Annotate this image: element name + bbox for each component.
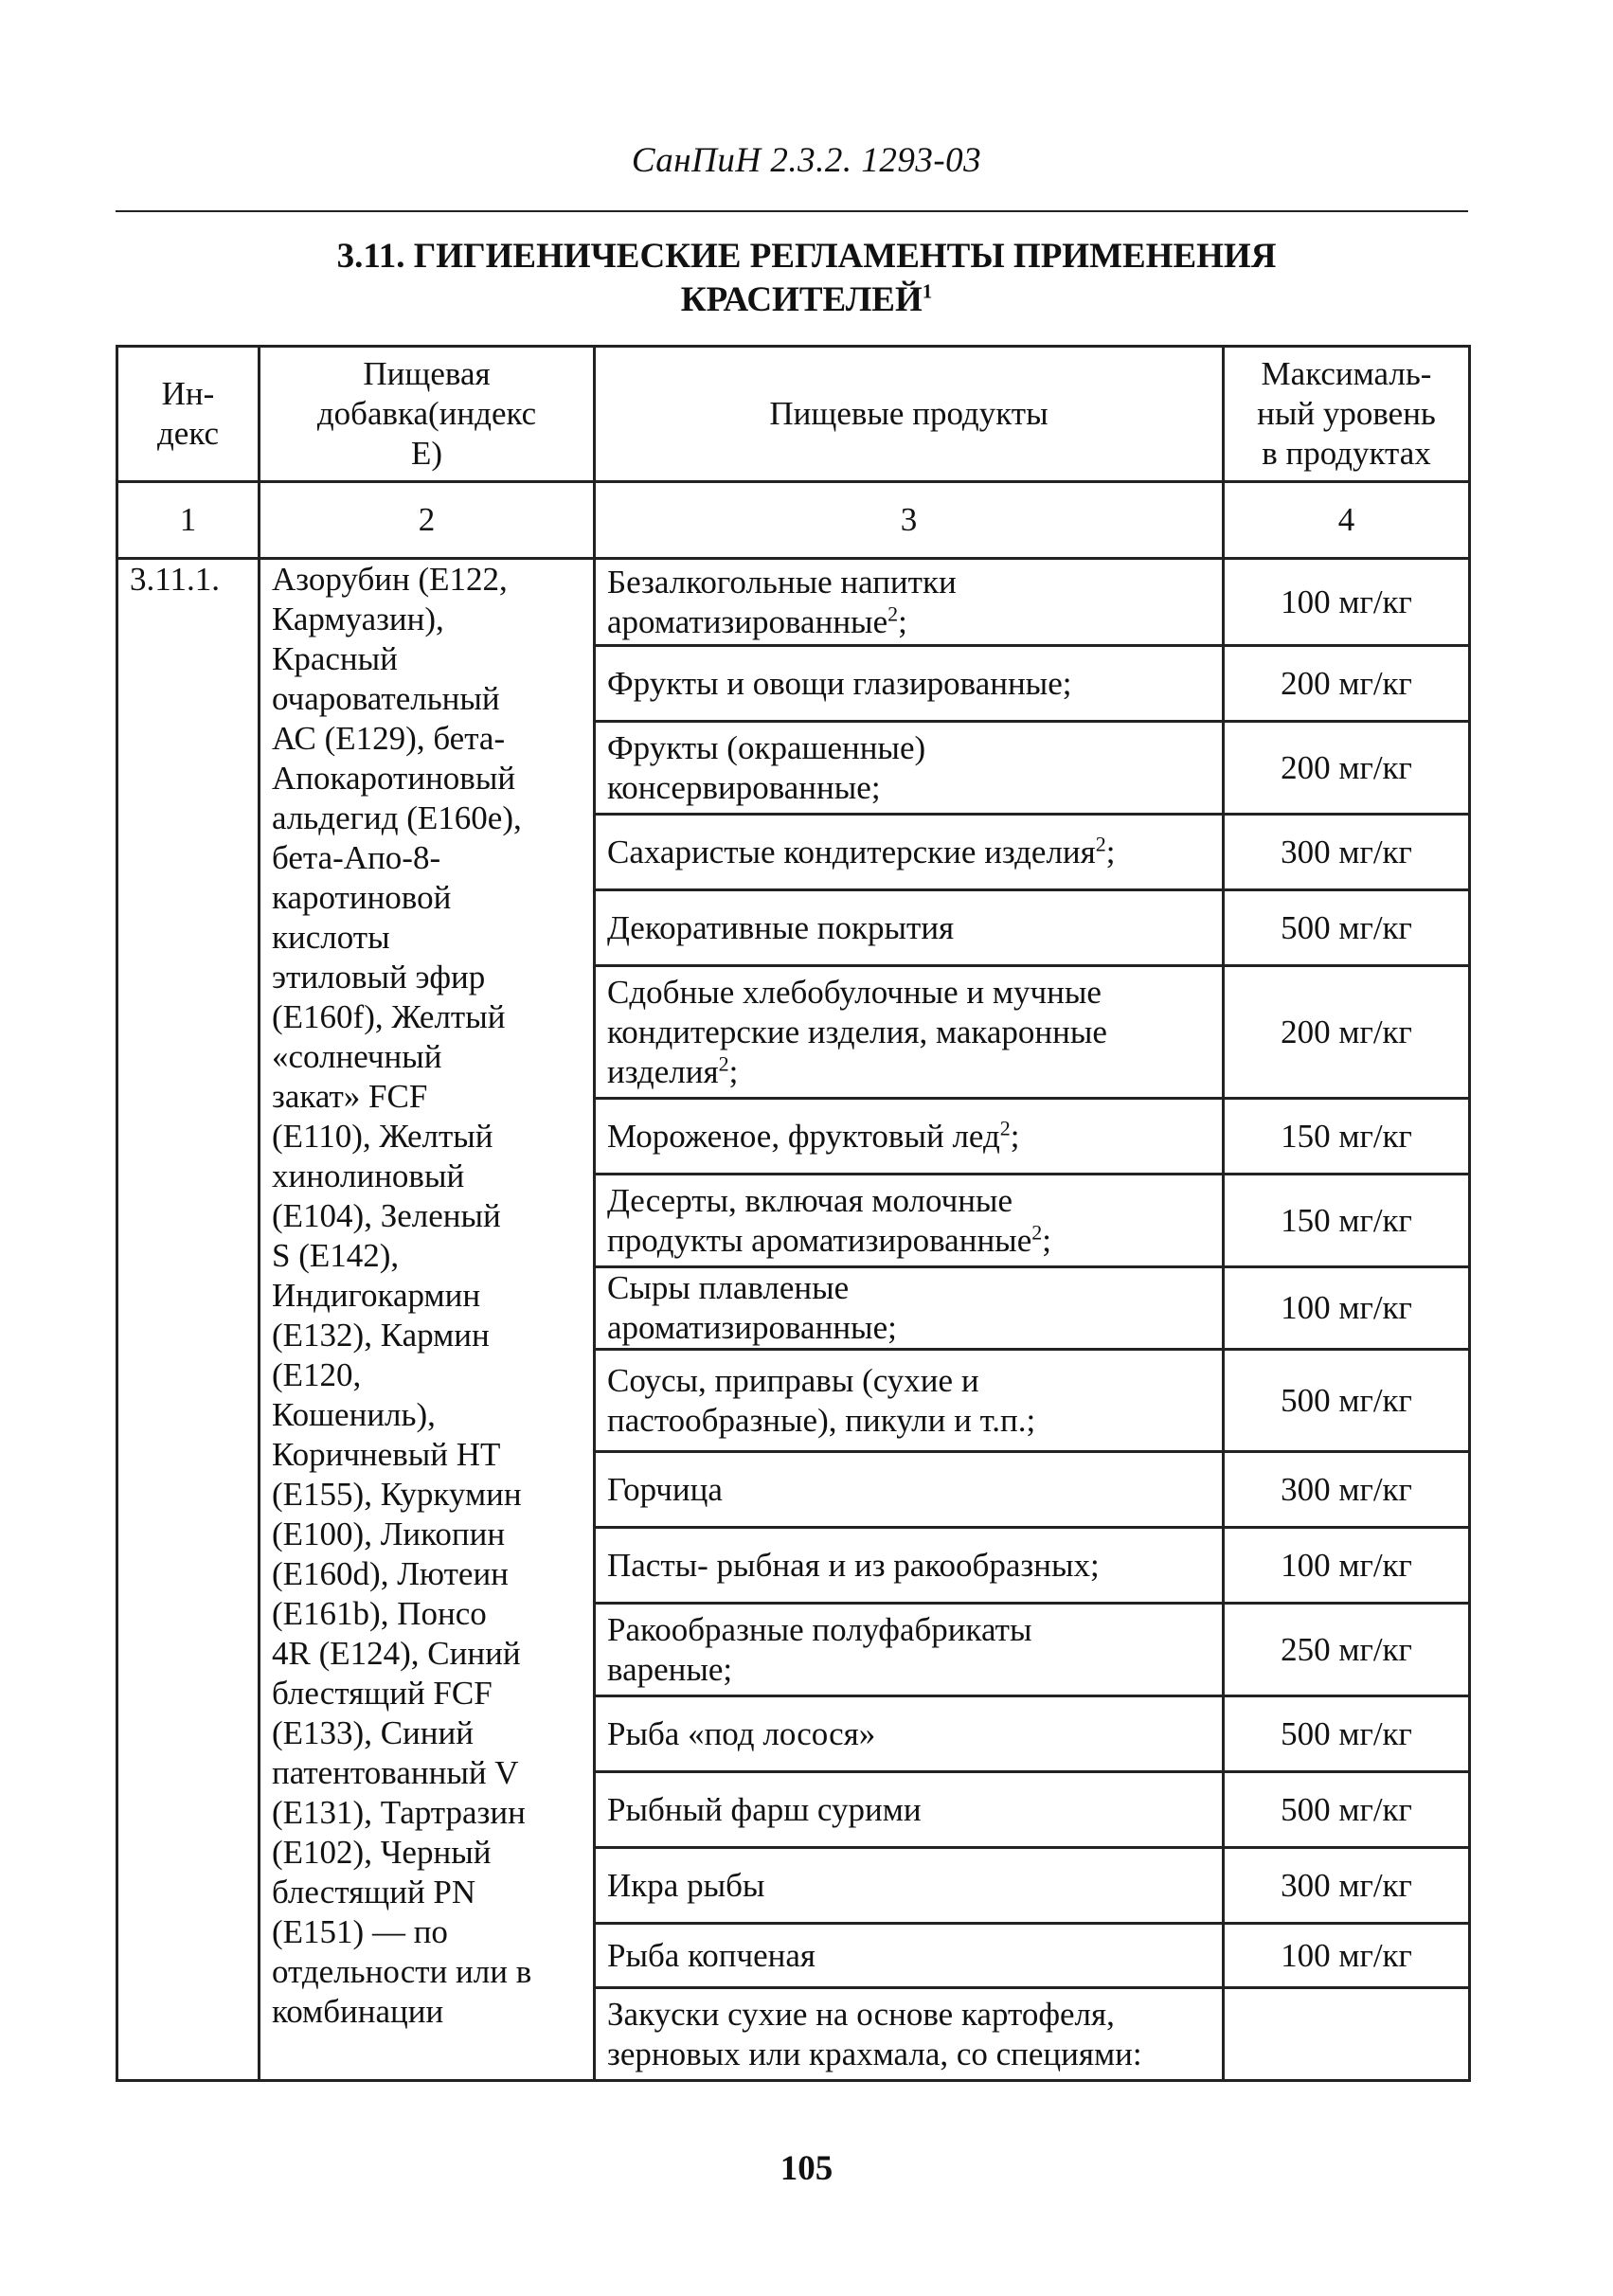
product-cell: Рыба «под лосося» xyxy=(595,1696,1224,1772)
footnote-marker: 2 xyxy=(1031,1219,1043,1244)
header-products xyxy=(595,347,1224,482)
column-number-row xyxy=(117,482,1470,559)
section-title-line1: 3.11. ГИГИЕНИЧЕСКИЕ РЕГЛАМЕНТЫ ПРИМЕНЕНИЯ xyxy=(336,237,1277,276)
product-cell: Горчица xyxy=(595,1452,1224,1528)
additive-cell: Азорубин (Е122, Кармуазин), Красный очаровательный АС (Е129), бета- Апокаротиновый альдегид (Е160е), бета-Апо-8- каротиновой кислоты этиловый эфир (Е160f), Желтый «солнечный закат» FCF (Е110), Желтый хинолиновый (Е104), Зеленый S (Е142), Индигокармин (Е132), Кармин (Е120, Кошениль), Коричневый НТ (Е155), Куркумин (Е100), Ликопин (Е160d), Лютеин (Е161b), Понсо 4R (Е124), Синий блестящий FCF (Е133), Синий патентованный V (Е131), Тартразин (Е102), Черный блестящий PN (Е151) — по отдельности или в комбинации xyxy=(260,559,595,2081)
max-level-cell: 100 мг/кг xyxy=(1224,559,1470,646)
max-level-cell: 200 мг/кг xyxy=(1224,966,1470,1099)
max-level-cell: 300 мг/кг xyxy=(1224,1452,1470,1528)
running-head: СанПиН 2.3.2. 1293-03 xyxy=(631,141,982,180)
product-cell: Рыба копченая xyxy=(595,1924,1224,1988)
header-max-level xyxy=(1224,347,1470,482)
footnote-marker: 2 xyxy=(999,1115,1011,1139)
product-cell: Сдобные хлебобулочные и мучные кондитерские изделия, макаронные изделия$^2$; xyxy=(595,966,1224,1099)
header-max-level-text: Максималь- ный уровень в продуктах xyxy=(1257,355,1436,472)
max-level-cell: 500 мг/кг xyxy=(1224,890,1470,966)
footnote-marker: 2 xyxy=(718,1050,729,1075)
column-number: 4 xyxy=(1224,482,1470,559)
section-title xyxy=(0,235,1613,322)
header-index xyxy=(117,347,260,482)
page-number: 105 xyxy=(780,2149,833,2188)
product-cell: Соусы, приправы (сухие и пастообразные), пикули и т.п.; xyxy=(595,1350,1224,1452)
product-cell: Сыры плавленые ароматизированные; xyxy=(595,1267,1224,1350)
header-rule xyxy=(116,210,1468,212)
header-additive-text: Пищевая добавка(индекс Е) xyxy=(316,355,537,472)
max-level-cell: 200 мг/кг xyxy=(1224,646,1470,722)
table-body xyxy=(117,559,1470,2081)
section-title-line2 xyxy=(0,278,1613,322)
max-level-cell: 100 мг/кг xyxy=(1224,1528,1470,1604)
header-products-text: Пищевые продукты xyxy=(769,395,1048,432)
max-level-cell xyxy=(1224,1988,1470,2081)
section-title-footnote: 1 xyxy=(922,279,933,303)
max-level-cell: 500 мг/кг xyxy=(1224,1350,1470,1452)
product-cell: Фрукты и овощи глазированные; xyxy=(595,646,1224,722)
product-cell: Фрукты (окрашенные) консервированные; xyxy=(595,722,1224,815)
header-additive xyxy=(260,347,595,482)
product-cell: Икра рыбы xyxy=(595,1848,1224,1924)
section-title-text: КРАСИТЕЛЕЙ xyxy=(680,280,923,319)
product-cell: Ракообразные полуфабрикаты вареные; xyxy=(595,1604,1224,1696)
product-cell: Рыбный фарш сурими xyxy=(595,1772,1224,1848)
product-cell: Безалкогольные напитки ароматизированные$^2$; xyxy=(595,559,1224,646)
max-level-cell: 500 мг/кг xyxy=(1224,1696,1470,1772)
product-cell: Декоративные покрытия xyxy=(595,890,1224,966)
product-cell: Мороженое, фруктовый лед$^2$; xyxy=(595,1099,1224,1175)
product-cell: Закуски сухие на основе картофеля, зерновых или крахмала, со специями: xyxy=(595,1988,1224,2081)
max-level-cell: 500 мг/кг xyxy=(1224,1772,1470,1848)
max-level-cell: 150 мг/кг xyxy=(1224,1099,1470,1175)
table-header-row xyxy=(117,347,1470,482)
footnote-marker: 2 xyxy=(887,601,899,625)
column-number: 1 xyxy=(117,482,260,559)
max-level-cell: 250 мг/кг xyxy=(1224,1604,1470,1696)
max-level-cell: 300 мг/кг xyxy=(1224,815,1470,890)
max-level-cell: 100 мг/кг xyxy=(1224,1267,1470,1350)
product-cell: Пасты- рыбная и из ракообразных; xyxy=(595,1528,1224,1604)
product-cell: Десерты, включая молочные продукты ароматизированные$^2$; xyxy=(595,1175,1224,1267)
header-index-text: Ин- декс xyxy=(156,375,219,452)
max-level-cell: 150 мг/кг xyxy=(1224,1175,1470,1267)
product-cell: Сахаристые кондитерские изделия$^2$; xyxy=(595,815,1224,890)
max-level-cell: 200 мг/кг xyxy=(1224,722,1470,815)
index-cell: 3.11.1. xyxy=(117,559,260,2081)
table-row xyxy=(117,559,1470,646)
max-level-cell: 100 мг/кг xyxy=(1224,1924,1470,1988)
footnote-marker: 2 xyxy=(1095,831,1106,855)
column-number: 3 xyxy=(595,482,1224,559)
regulation-table xyxy=(116,345,1471,2082)
max-level-cell: 300 мг/кг xyxy=(1224,1848,1470,1924)
column-number: 2 xyxy=(260,482,595,559)
